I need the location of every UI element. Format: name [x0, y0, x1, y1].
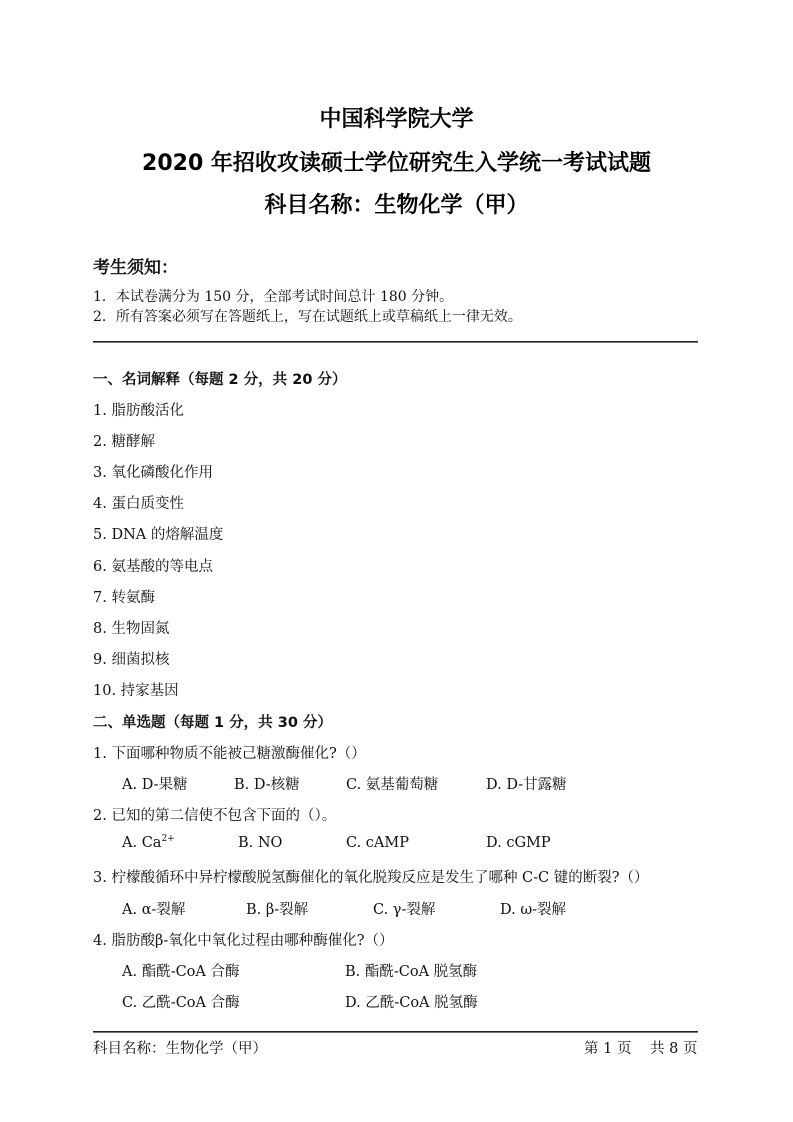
- term-item: 7. 转氨酶: [93, 590, 155, 606]
- question-stem: 4. 脂肪酸β-氧化中氧化过程由哪种酶催化?（）: [93, 933, 394, 949]
- term-item: 2. 糖酵解: [93, 434, 155, 450]
- term-item: 6. 氨基酸的等电点: [93, 559, 213, 575]
- term-item: 8. 生物固氮: [93, 621, 170, 637]
- option-a: A. α-裂解: [122, 902, 186, 918]
- option-a: A. D-果糖: [122, 777, 188, 793]
- question-stem: 3. 柠檬酸循环中异柠檬酸脱氢酶催化的氧化脱羧反应是发生了哪种 C-C 键的断裂?（）: [93, 870, 649, 886]
- question-stem: 2. 已知的第二信使不包含下面的（）。: [93, 808, 337, 824]
- notice-heading: 考生须知：: [93, 258, 178, 278]
- option-c: C. γ-裂解: [373, 902, 436, 918]
- term-item: 9. 细菌拟核: [93, 652, 170, 668]
- footer-page-current: 第 1 页: [584, 1041, 632, 1057]
- option-d: D. cGMP: [486, 835, 551, 851]
- footer-page-total: 共 8 页: [650, 1041, 698, 1057]
- option-d: D. D-甘露糖: [486, 777, 567, 793]
- option-c: C. 乙酰-CoA 合酶: [122, 995, 240, 1011]
- footer-divider: [93, 1031, 698, 1033]
- term-item: 10. 持家基因: [93, 683, 179, 699]
- option-b: B. 酯酰-CoA 脱氢酶: [345, 964, 478, 980]
- section-heading: 二、单选题（每题 1 分，共 30 分）: [93, 715, 332, 731]
- section-heading: 一、名词解释（每题 2 分，共 20 分）: [93, 372, 347, 388]
- notice-item: 1．本试卷满分为 150 分，全部考试时间总计 180 分钟。: [93, 289, 454, 305]
- option-c: C. 氨基葡萄糖: [346, 777, 439, 793]
- term-item: 1. 脂肪酸活化: [93, 403, 184, 419]
- option-a: A. 酯酰-CoA 合酶: [122, 964, 240, 980]
- option-a-text: A. Ca: [122, 835, 162, 851]
- footer-subject: 科目名称：生物化学（甲）: [93, 1041, 267, 1057]
- option-a-superscript: 2+: [161, 834, 175, 844]
- option-b: B. NO: [238, 835, 283, 851]
- university-name: 中国科学院大学: [319, 107, 474, 132]
- exam-title: 2020 年招收攻读硕士学位研究生入学统一考试试题: [142, 151, 651, 176]
- term-item: 5. DNA 的熔解温度: [93, 527, 224, 543]
- subject-title: 科目名称：生物化学（甲）: [264, 193, 529, 218]
- option-a: [122, 835, 175, 851]
- term-item: 4. 蛋白质变性: [93, 496, 184, 512]
- term-item: 3. 氧化磷酸化作用: [93, 465, 213, 481]
- option-d: D. ω-裂解: [500, 902, 567, 918]
- option-c: C. cAMP: [346, 835, 409, 851]
- question-stem: 1. 下面哪种物质不能被己糖激酶催化?（）: [93, 746, 366, 762]
- notice-item: 2．所有答案必须写在答题纸上，写在试题纸上或草稿纸上一律无效。: [93, 309, 522, 325]
- option-d: D. 乙酰-CoA 脱氢酶: [345, 995, 478, 1011]
- option-b: B. β-裂解: [246, 902, 309, 918]
- divider-line: [93, 341, 698, 343]
- option-b: B. D-核糖: [234, 777, 300, 793]
